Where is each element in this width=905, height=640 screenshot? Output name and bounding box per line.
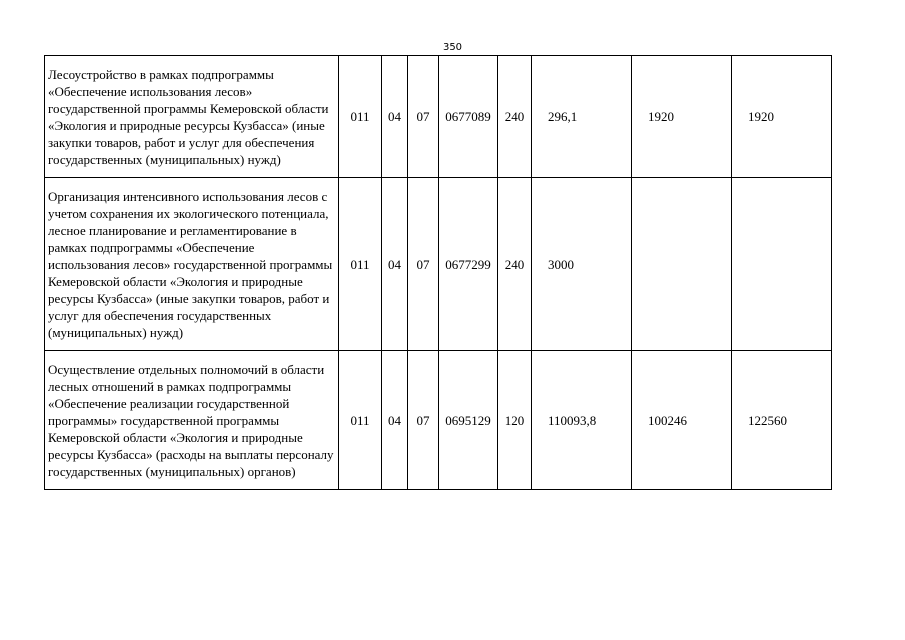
row-description: Организация интенсивного использования лесов с учетом сохранения их экологического потенциала, лесное планирование и регламентирование в рамках подпрограммы «Обеспечение использования лесов» государственной программы Кемеровской области «Экология и природные ресурсы Кузбасса» (иные закупки товаров, работ и услуг для обеспечения государственных (муниципальных) нужд) xyxy=(45,178,339,351)
target-article-code: 0677299 xyxy=(439,178,498,351)
target-article-code: 0695129 xyxy=(439,351,498,490)
subsection-code: 07 xyxy=(408,56,439,178)
table-row xyxy=(45,56,832,178)
row-description: Осуществление отдельных полномочий в области лесных отношений в рамках подпрограммы «Обеспечение реализации государственной программы» государственной программы Кемеровской области «Экология и природные ресурсы Кузбасса» (расходы на выплаты персоналу государственных (муниципальных) органов) xyxy=(45,351,339,490)
row-description: Лесоустройство в рамках подпрограммы «Обеспечение использования лесов» государственной программы Кемеровской области «Экология и природные ресурсы Кузбасса» (иные закупки товаров, работ и услуг для обеспечения государственных (муниципальных) нужд) xyxy=(45,56,339,178)
amount-2: 100246 xyxy=(632,351,732,490)
amount-1: 296,1 xyxy=(532,56,632,178)
amount-3 xyxy=(732,178,832,351)
expense-type-code: 120 xyxy=(498,351,532,490)
table-row xyxy=(45,178,832,351)
expense-type-code: 240 xyxy=(498,56,532,178)
amount-3: 1920 xyxy=(732,56,832,178)
table-row xyxy=(45,351,832,490)
section-code: 04 xyxy=(382,178,408,351)
expense-type-code: 240 xyxy=(498,178,532,351)
amount-1: 110093,8 xyxy=(532,351,632,490)
ministry-code: 011 xyxy=(339,178,382,351)
ministry-code: 011 xyxy=(339,56,382,178)
amount-2: 1920 xyxy=(632,56,732,178)
amount-3: 122560 xyxy=(732,351,832,490)
subsection-code: 07 xyxy=(408,351,439,490)
section-code: 04 xyxy=(382,56,408,178)
ministry-code: 011 xyxy=(339,351,382,490)
target-article-code: 0677089 xyxy=(439,56,498,178)
amount-2 xyxy=(632,178,732,351)
section-code: 04 xyxy=(382,351,408,490)
page-number: 350 xyxy=(442,42,463,53)
amount-1: 3000 xyxy=(532,178,632,351)
subsection-code: 07 xyxy=(408,178,439,351)
budget-table xyxy=(44,55,832,490)
